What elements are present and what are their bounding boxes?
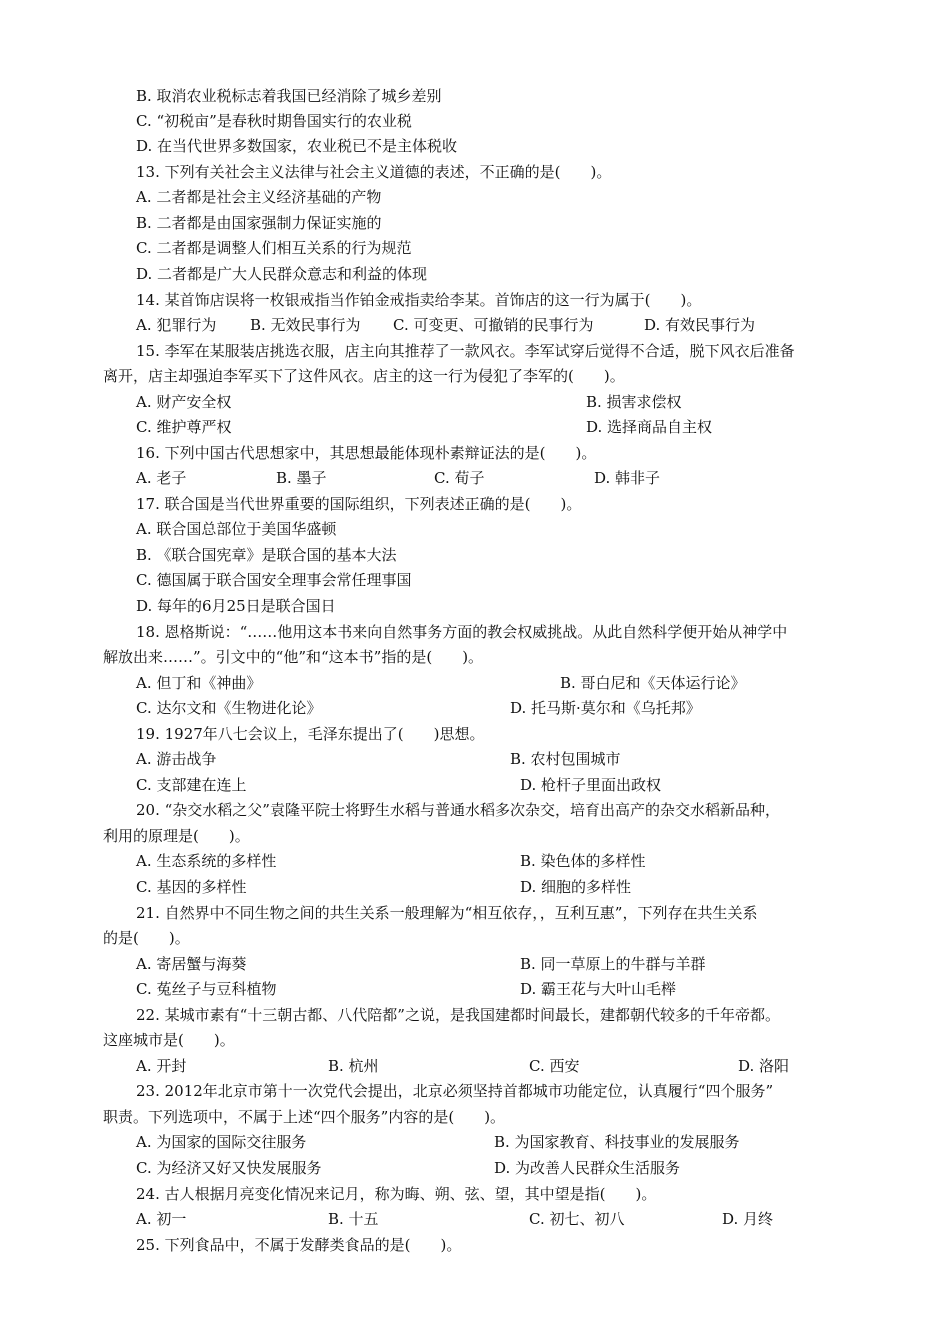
option-line: C. 西安 bbox=[529, 1057, 580, 1075]
question-15: 15. 李军在某服装店挑选衣服，店主向其推荐了一款风衣。李军试穿后觉得不合适，脱下风衣后准备 bbox=[136, 342, 795, 360]
question-20: 20. “杂交水稻之父”袁隆平院士将野生水稻与普通水稻多次杂交，培育出高产的杂交水稻新品种， bbox=[136, 801, 780, 819]
option-line: C. 达尔文和《生物进化论》 bbox=[136, 699, 322, 717]
option-line: D. 洛阳 bbox=[738, 1057, 790, 1075]
question-continuation: 利用的原理是( )。 bbox=[103, 827, 250, 845]
option-line: C. 维护尊严权 bbox=[136, 418, 232, 436]
question-continuation: 职责。下列选项中，不属于上述“四个服务”内容的是( )。 bbox=[103, 1108, 506, 1126]
option-line: C. 荀子 bbox=[434, 469, 485, 487]
option-line: A. 初一 bbox=[136, 1210, 187, 1228]
option-line: B. 取消农业税标志着我国已经消除了城乡差别 bbox=[136, 87, 442, 105]
option-line: D. 在当代世界多数国家，农业税已不是主体税收 bbox=[136, 137, 458, 155]
question-17: 17. 联合国是当代世界重要的国际组织，下列表述正确的是( )。 bbox=[136, 495, 582, 513]
question-13: 13. 下列有关社会主义法律与社会主义道德的表述，不正确的是( )。 bbox=[136, 163, 612, 181]
option-line: B. 杭州 bbox=[328, 1057, 379, 1075]
option-line: C. “初税亩”是春秋时期鲁国实行的农业税 bbox=[136, 112, 412, 130]
question-continuation: 这座城市是( )。 bbox=[103, 1031, 235, 1049]
question-23: 23. 2012年北京市第十一次党代会提出，北京必须坚持首都城市功能定位，认真履行“四个服务” bbox=[136, 1082, 774, 1100]
option-line: B. 二者都是由国家强制力保证实施的 bbox=[136, 214, 382, 232]
option-line: D. 霸王花与大叶山毛榉 bbox=[520, 980, 677, 998]
option-line: D. 韩非子 bbox=[594, 469, 661, 487]
question-continuation: 离开，店主却强迫李军买下了这件风衣。店主的这一行为侵犯了李军的( )。 bbox=[103, 367, 625, 385]
option-line: B. 同一草原上的牛群与羊群 bbox=[520, 955, 706, 973]
question-16: 16. 下列中国古代思想家中，其思想最能体现朴素辩证法的是( )。 bbox=[136, 444, 597, 462]
option-line: C. 初七、初八 bbox=[529, 1210, 625, 1228]
option-line: D. 细胞的多样性 bbox=[520, 878, 632, 896]
option-line: C. 为经济又好又快发展服务 bbox=[136, 1159, 322, 1177]
option-line: A. 开封 bbox=[136, 1057, 187, 1075]
option-line: C. 德国属于联合国安全理事会常任理事国 bbox=[136, 571, 412, 589]
option-line: C. 支部建在连上 bbox=[136, 776, 247, 794]
option-line: B. 《联合国宪章》是联合国的基本大法 bbox=[136, 546, 397, 564]
question-18: 18. 恩格斯说：“……他用这本书来向自然事务方面的教会权威挑战。从此自然科学便开始从神学中 bbox=[136, 623, 788, 641]
option-line: A. 为国家的国际交往服务 bbox=[136, 1133, 307, 1151]
option-line: A. 联合国总部位于美国华盛顿 bbox=[136, 520, 337, 538]
option-line: C. 二者都是调整人们相互关系的行为规范 bbox=[136, 239, 412, 257]
option-line: C. 菟丝子与豆科植物 bbox=[136, 980, 277, 998]
question-continuation: 解放出来……”。引文中的“他”和“这本书”指的是( )。 bbox=[103, 648, 484, 666]
option-line: A. 生态系统的多样性 bbox=[136, 852, 277, 870]
option-line: A. 寄居蟹与海葵 bbox=[136, 955, 247, 973]
option-line: B. 哥白尼和《天体运行论》 bbox=[560, 674, 746, 692]
option-line: A. 财产安全权 bbox=[136, 393, 232, 411]
option-line: D. 为改善人民群众生活服务 bbox=[494, 1159, 681, 1177]
question-14: 14. 某首饰店误将一枚银戒指当作铂金戒指卖给李某。首饰店的这一行为属于( )。 bbox=[136, 291, 702, 309]
option-line: B. 为国家教育、科技事业的发展服务 bbox=[494, 1133, 740, 1151]
question-24: 24. 古人根据月亮变化情况来记月，称为晦、朔、弦、望，其中望是指( )。 bbox=[136, 1185, 657, 1203]
option-line: A. 二者都是社会主义经济基础的产物 bbox=[136, 188, 382, 206]
option-line: B. 农村包围城市 bbox=[510, 750, 621, 768]
option-line: A. 游击战争 bbox=[136, 750, 217, 768]
option-line: D. 托马斯·莫尔和《乌托邦》 bbox=[510, 699, 701, 717]
option-line: D. 选择商品自主权 bbox=[586, 418, 713, 436]
option-line: B. 染色体的多样性 bbox=[520, 852, 646, 870]
option-line: A. 老子 bbox=[136, 469, 187, 487]
option-line: D. 枪杆子里面出政权 bbox=[520, 776, 662, 794]
option-line: D. 二者都是广大人民群众意志和利益的体现 bbox=[136, 265, 428, 283]
option-line: B. 十五 bbox=[328, 1210, 379, 1228]
option-line: B. 墨子 bbox=[276, 469, 327, 487]
question-continuation: 的是( )。 bbox=[103, 929, 190, 947]
option-line: D. 每年的6月25日是联合国日 bbox=[136, 597, 336, 615]
option-line: A. 但丁和《神曲》 bbox=[136, 674, 262, 692]
option-line: C. 基因的多样性 bbox=[136, 878, 247, 896]
option-line: B. 无效民事行为 bbox=[250, 316, 361, 334]
option-line: A. 犯罪行为 bbox=[136, 316, 217, 334]
question-21: 21. 自然界中不同生物之间的共生关系一般理解为“相互依存，，互利互惠”，下列存在共生关系 bbox=[136, 904, 758, 922]
option-line: C. 可变更、可撤销的民事行为 bbox=[393, 316, 594, 334]
option-line: D. 月终 bbox=[722, 1210, 774, 1228]
question-19: 19. 1927年八七会议上，毛泽东提出了( )思想。 bbox=[136, 725, 485, 743]
option-line: D. 有效民事行为 bbox=[644, 316, 756, 334]
question-25: 25. 下列食品中，不属于发酵类食品的是( )。 bbox=[136, 1236, 462, 1254]
question-22: 22. 某城市素有“十三朝古都、八代陪都”之说，是我国建都时间最长，建都朝代较多的千年帝都。 bbox=[136, 1006, 780, 1024]
option-line: B. 损害求偿权 bbox=[586, 393, 682, 411]
